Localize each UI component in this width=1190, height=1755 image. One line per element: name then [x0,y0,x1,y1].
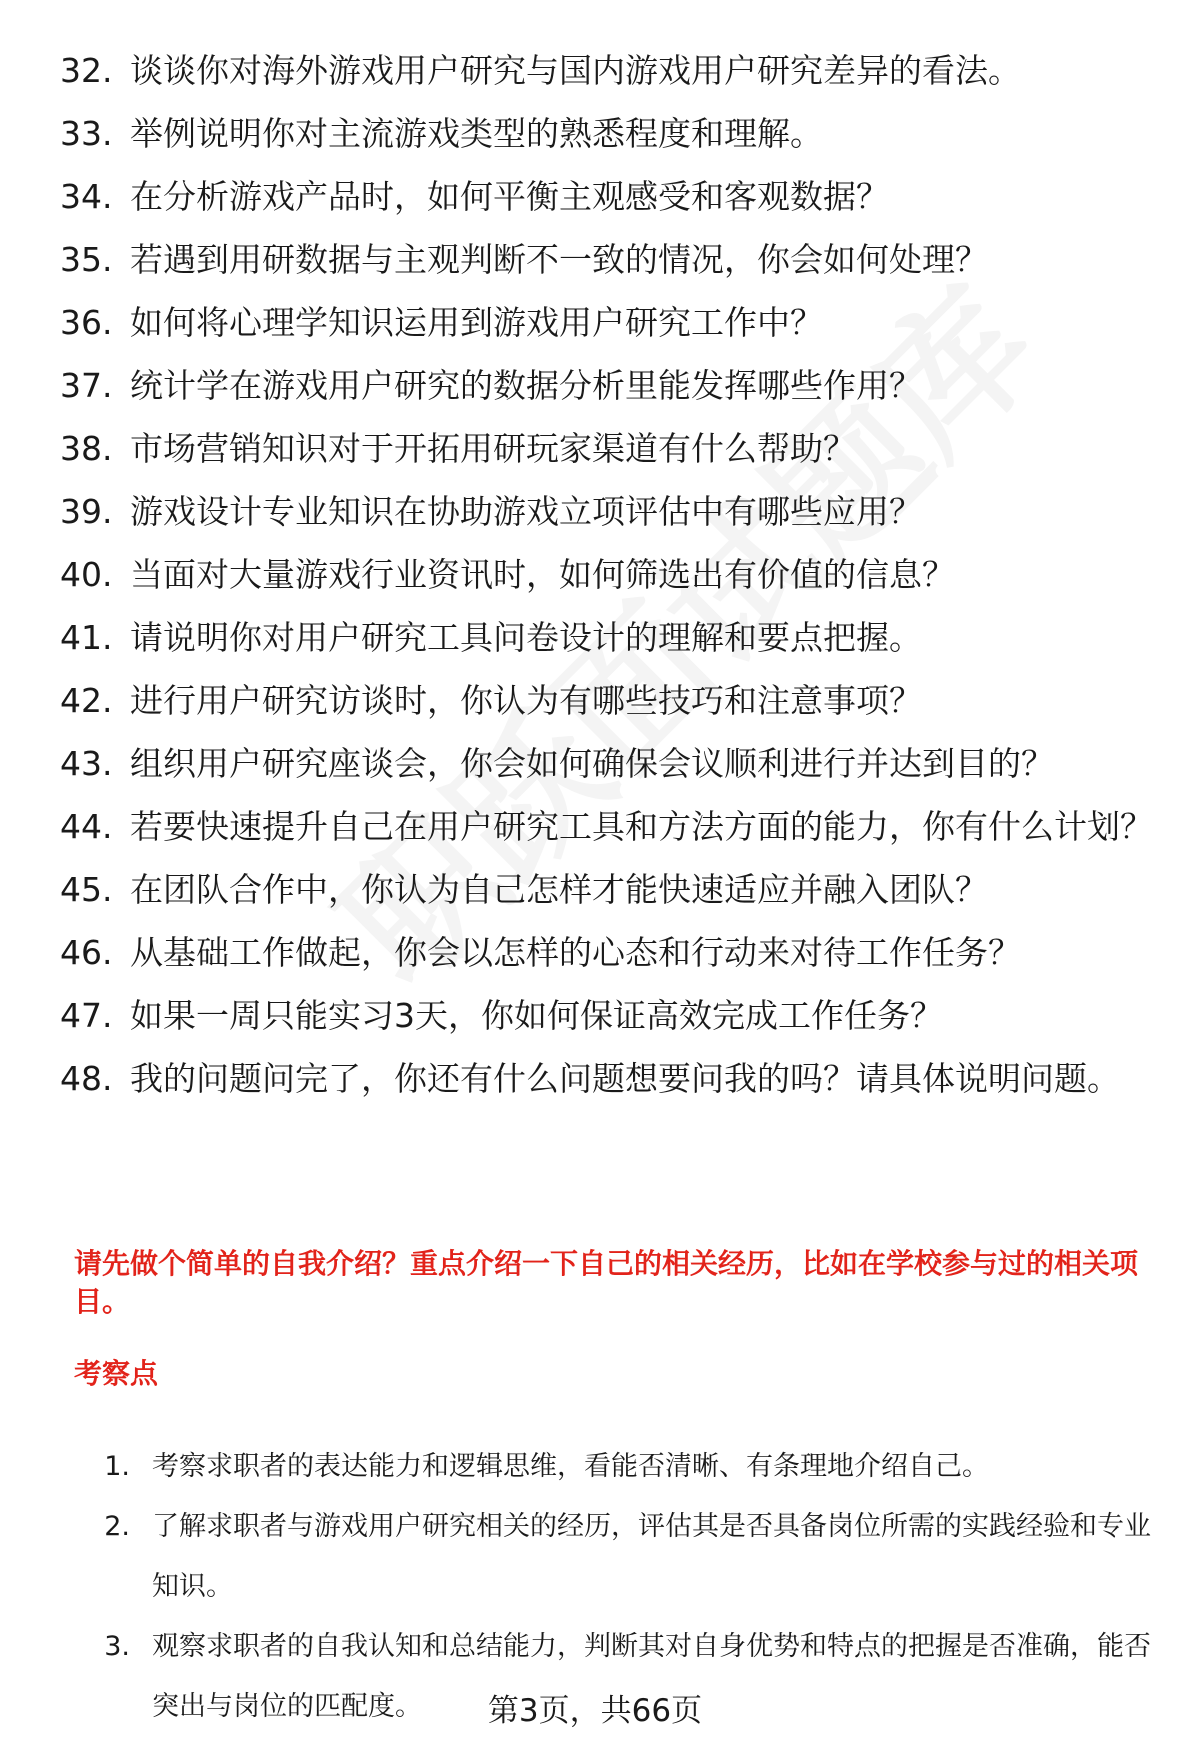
question-number: 38. [60,429,113,468]
point-number: 2. [104,1511,130,1542]
question-list [60,50,1160,1121]
question-text: 如何将心理学知识运用到游戏用户研究工作中？ [130,303,823,342]
point-number: 1. [104,1451,130,1482]
section-title: 请先做个简单的自我介绍？重点介绍一下自己的相关经历，比如在学校参与过的相关项目。 [74,1247,1139,1318]
question-item [60,617,1160,659]
question-text: 若遇到用研数据与主观判断不一致的情况，你会如何处理？ [130,240,988,279]
question-item [60,428,1160,470]
question-text: 统计学在游戏用户研究的数据分析里能发挥哪些作用？ [130,366,922,405]
question-item [60,995,1160,1037]
question-number: 37. [60,366,113,405]
question-text: 当面对大量游戏行业资讯时，如何筛选出有价值的信息？ [130,555,955,594]
question-text: 组织用户研究座谈会，你会如何确保会议顺利进行并达到目的？ [130,744,1054,783]
question-item [60,1058,1160,1100]
question-number: 45. [60,870,113,909]
question-item [60,491,1160,533]
point-text: 了解求职者与游戏用户研究相关的经历，评估其是否具备岗位所需的实践经验和专业知识。 [152,1511,1151,1602]
question-number: 44. [60,807,113,846]
question-number: 42. [60,681,113,720]
question-number: 46. [60,933,113,972]
page-footer: 第3页，共66页 [487,1693,703,1729]
question-item [60,113,1160,155]
list-item [74,1437,1164,1497]
question-number: 41. [60,618,113,657]
question-text: 在团队合作中，你认为自己怎样才能快速适应并融入团队？ [130,870,988,909]
question-text: 请说明你对用户研究工具问卷设计的理解和要点把握。 [130,618,922,657]
question-item [60,239,1160,281]
question-text: 如果一周只能实习3天，你如何保证高效完成工作任务？ [130,996,943,1035]
question-item [60,680,1160,722]
question-item [60,50,1160,92]
question-item [60,176,1160,218]
question-number: 43. [60,744,113,783]
question-text: 游戏设计专业知识在协助游戏立项评估中有哪些应用？ [130,492,922,531]
point-number: 3. [104,1631,130,1662]
question-text: 从基础工作做起，你会以怎样的心态和行动来对待工作任务？ [130,933,1021,972]
question-text: 我的问题问完了，你还有什么问题想要问我的吗？请具体说明问题。 [130,1059,1120,1098]
question-number: 47. [60,996,113,1035]
question-item [60,932,1160,974]
question-number: 33. [60,114,113,153]
question-item [60,302,1160,344]
question-text: 若要快速提升自己在用户研究工具和方法方面的能力，你有什么计划？ [130,807,1153,846]
point-text: 考察求职者的表达能力和逻辑思维，看能否清晰、有条理地介绍自己。 [152,1451,989,1482]
question-text: 进行用户研究访谈时，你认为有哪些技巧和注意事项？ [130,681,922,720]
question-item [60,869,1160,911]
question-text: 市场营销知识对于开拓用研玩家渠道有什么帮助？ [130,429,856,468]
question-item [60,365,1160,407]
question-number: 36. [60,303,113,342]
section-subtitle: 考察点 [74,1357,159,1390]
question-number: 34. [60,177,113,216]
point-text: 观察求职者的自我认知和总结能力，判断其对自身优势和特点的把握是否准确，能否突出与岗位的匹配度。 [152,1631,1151,1722]
question-text: 谈谈你对海外游戏用户研究与国内游戏用户研究差异的看法。 [130,51,1021,90]
question-item [60,554,1160,596]
list-item [74,1497,1164,1617]
question-item [60,743,1160,785]
question-text: 举例说明你对主流游戏类型的熟悉程度和理解。 [130,114,823,153]
question-number: 48. [60,1059,113,1098]
question-number: 35. [60,240,113,279]
question-item [60,806,1160,848]
question-text: 在分析游戏产品时，如何平衡主观感受和客观数据？ [130,177,889,216]
question-number: 40. [60,555,113,594]
question-number: 32. [60,51,113,90]
question-number: 39. [60,492,113,531]
self-intro-section [74,1245,1164,1737]
